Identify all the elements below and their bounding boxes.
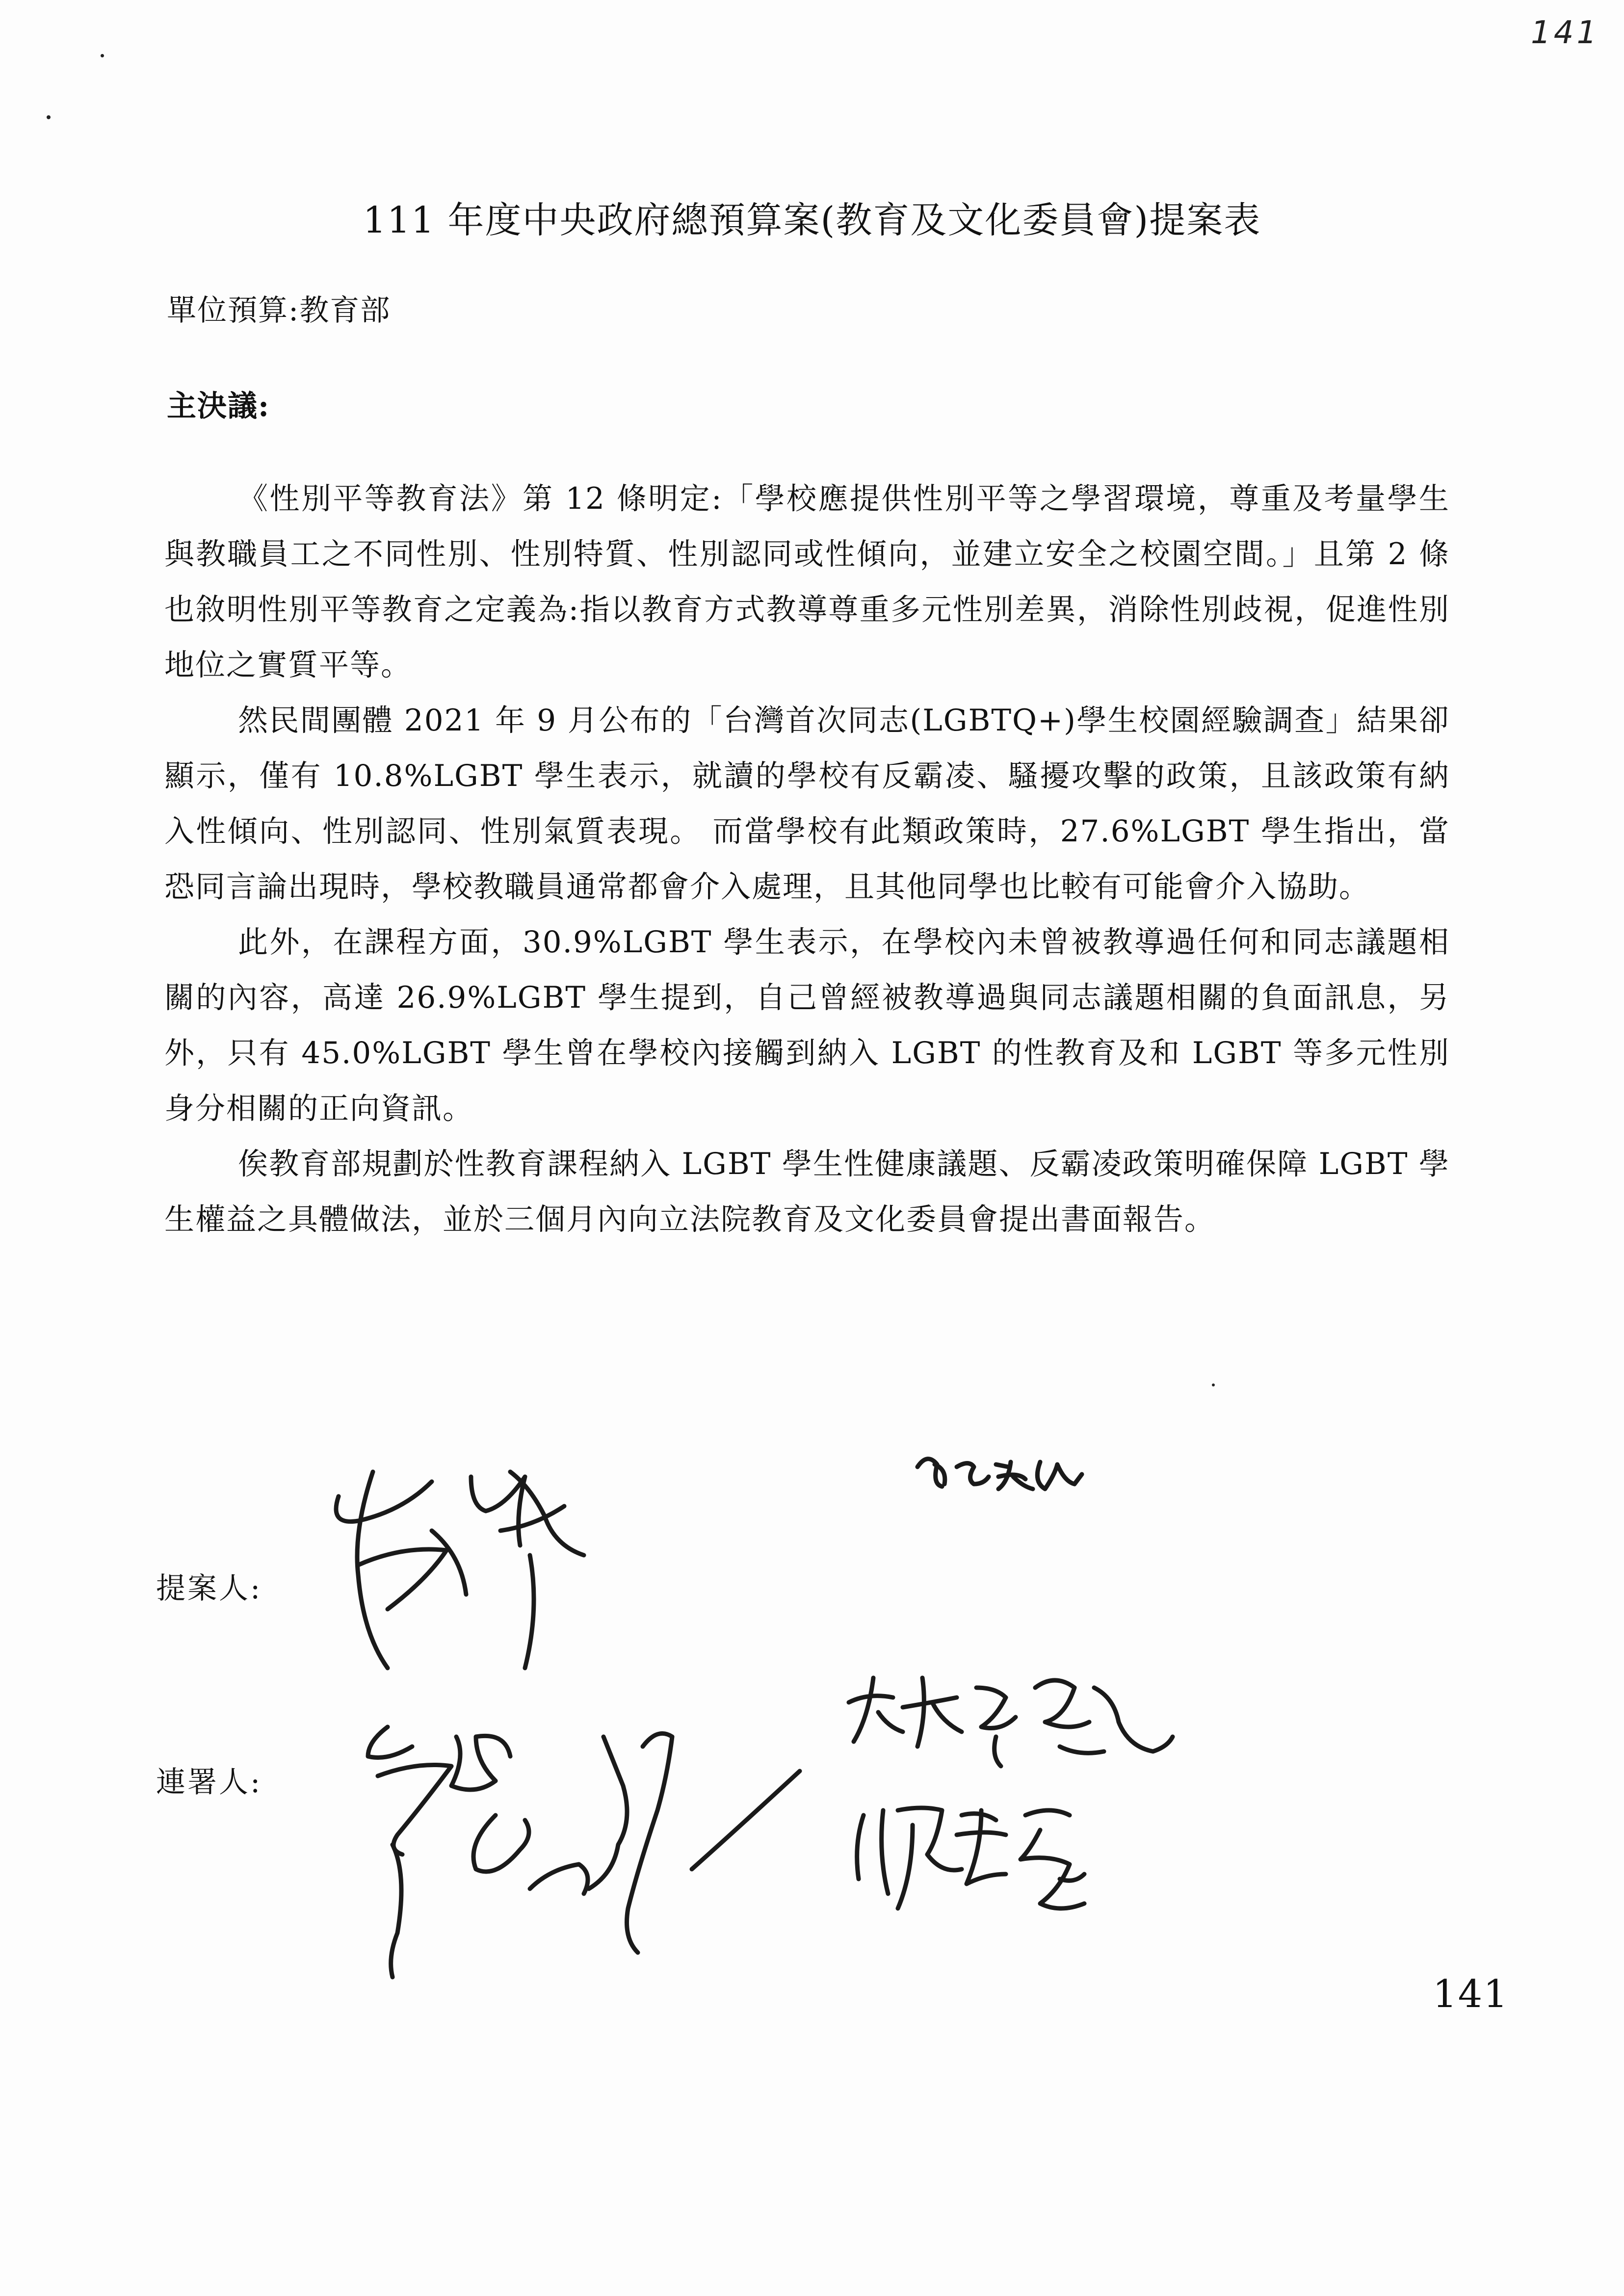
page-number: 141 (1433, 1972, 1509, 2016)
unit-budget: 單位預算:教育部 (167, 293, 391, 328)
main-resolution-heading: 主決議: (167, 389, 270, 423)
handwritten-note (917, 1459, 1082, 1489)
paragraph: 然民間團體 2021 年 9 月公布的「台灣首次同志(LGBTQ+)學生校園經驗調查」結果卻顯示，僅有 10.8%LGBT 學生表示，就讀的學校有反霸凌、騷擾攻擊的政策，且該政策有納入性傾向、性別認同、性別氣質表現。 而當學校有此類政策時，27.6%LGBT 學生指出，當恐同言論出現時，學校教職員通常都會介入處理，且其他同學也比較有可能會介入協助。 (164, 703, 1450, 904)
cosigner-label: 連署人: (156, 1765, 262, 1800)
paragraph: 《性別平等教育法》第 12 條明定:「學校應提供性別平等之學習環境，尊重及考量學生與教職員工之不同性別、性別特質、性別認同或性傾向，並建立安全之校園空間。」且第 2 條也敘明性別平等教育之定義為:指以教育方式教導尊重多元性別差異，消除性別歧視，促進性別地位之實質平等。 (164, 481, 1450, 682)
document-title: 111 年度中央政府總預算案(教育及文化委員會)提案表 (363, 199, 1261, 241)
paragraph: 此外，在課程方面，30.9%LGBT 學生表示，在學校內未曾被教導過任何和同志議題相關的內容，高達 26.9%LGBT 學生提到，自己曾經被教導過與同志議題相關的負面訊息，另外，只有 45.0%LGBT 學生曾在學校內接觸到納入 LGBT 的性教育及和 LGBT 等多元性別身分相關的正向資訊。 (164, 925, 1450, 1126)
cosigner-signature-right-top (849, 1678, 1173, 1766)
corner-page-annotation: 141 (1531, 15, 1600, 51)
cosigner-signature-left (368, 1727, 800, 1977)
proposer-signature (336, 1472, 584, 1668)
proposer-label: 提案人: (156, 1571, 262, 1606)
paragraph: 俟教育部規劃於性教育課程納入 LGBT 學生性健康議題、反霸凌政策明確保障 LGBT 學生權益之具體做法，並於三個月內向立法院教育及文化委員會提出書面報告。 (164, 1147, 1450, 1237)
cosigner-signature-right-bottom (857, 1808, 1084, 1908)
